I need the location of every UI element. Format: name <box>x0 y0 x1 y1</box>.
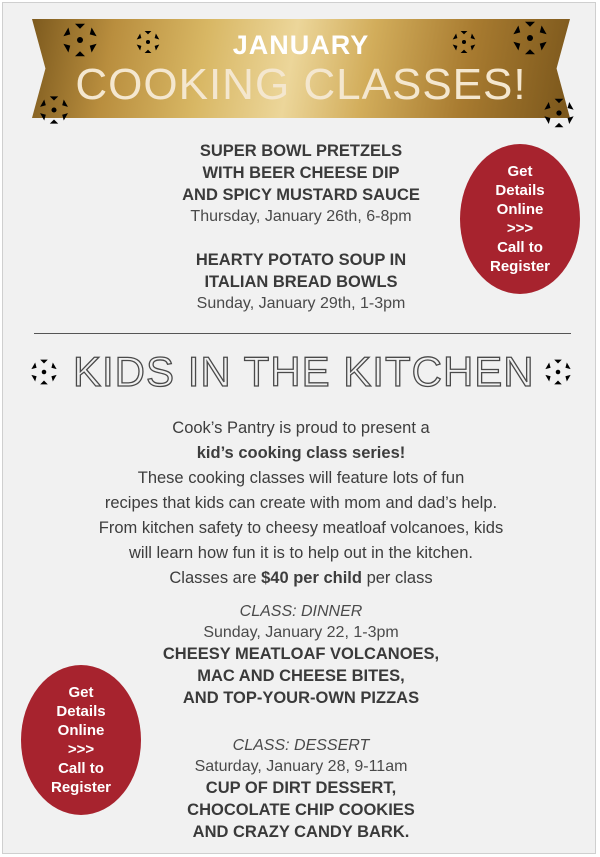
badge-line: Call to <box>497 239 543 256</box>
class-title-line: WITH BEER CHEESE DIP <box>202 164 400 182</box>
price-prefix: Classes are <box>169 569 262 587</box>
badge-line: Call to <box>58 760 104 777</box>
class-listing-pretzels <box>143 140 459 227</box>
badge-line: Details <box>495 182 545 199</box>
class-title-line: SUPER BOWL PRETZELS <box>199 142 403 160</box>
section-date: Saturday, January 28, 9-11am <box>194 758 408 775</box>
badge-line: Get <box>507 163 533 180</box>
section-divider <box>34 333 571 334</box>
section-item: CHEESY MEATLOAF VOLCANOES, <box>162 645 440 663</box>
price-suffix: per class <box>361 569 433 587</box>
class-date: Sunday, January 29th, 1-3pm <box>196 295 406 312</box>
intro-line: will learn how fun it is to help out in the kitchen. <box>129 544 473 562</box>
section-item: CHOCOLATE CHIP COOKIES <box>187 801 415 819</box>
intro-line: recipes that kids can create with mom and dad’s help. <box>104 494 498 512</box>
class-dinner <box>113 601 489 709</box>
section-date: Sunday, January 22, 1-3pm <box>203 624 399 641</box>
banner-title: JANUARY <box>232 30 370 60</box>
section-item: AND CRAZY CANDY BARK. <box>192 823 410 841</box>
register-badge-bottom[interactable] <box>21 665 141 815</box>
price: $40 per child <box>261 569 362 587</box>
kids-heading: KIDS IN THE KITCHEN <box>73 348 535 395</box>
intro-line: Cook’s Pantry is proud to present a <box>172 419 430 437</box>
badge-line: Details <box>56 703 106 720</box>
badge-line: Register <box>489 258 551 275</box>
badge-line: Online <box>496 201 544 218</box>
snowflake-icon <box>539 353 577 391</box>
class-title-line: AND SPICY MUSTARD SAUCE <box>182 186 420 204</box>
intro-line: These cooking classes will feature lots of fun <box>137 469 465 487</box>
snowflake-icon <box>25 353 63 391</box>
banner-subtitle: COOKING CLASSES! <box>75 60 527 109</box>
intro-line-highlight: kid’s cooking class series! <box>196 444 406 462</box>
kids-intro <box>23 416 579 591</box>
badge-line: >>> <box>67 741 95 758</box>
section-label: CLASS: DESSERT <box>232 737 370 754</box>
register-badge-top[interactable] <box>460 144 580 294</box>
badge-line: Get <box>68 684 94 701</box>
class-title-line: ITALIAN BREAD BOWLS <box>204 273 398 291</box>
badge-line: Online <box>57 722 105 739</box>
class-dessert <box>113 735 489 843</box>
badge-line: >>> <box>506 220 534 237</box>
class-listing-potato-soup <box>143 249 459 314</box>
badge-line: Register <box>50 779 112 796</box>
intro-line: From kitchen safety to cheesy meatloaf volcanoes, kids <box>98 519 504 537</box>
section-item: MAC AND CHEESE BITES, <box>197 667 405 685</box>
class-date: Thursday, January 26th, 6-8pm <box>190 208 412 225</box>
flyer <box>2 2 596 854</box>
class-title-line: HEARTY POTATO SOUP IN <box>195 251 407 269</box>
price-line <box>23 566 579 591</box>
section-item: CUP OF DIRT DESSERT, <box>205 779 397 797</box>
section-label: CLASS: DINNER <box>239 603 363 620</box>
section-item: AND TOP-YOUR-OWN PIZZAS <box>182 689 420 707</box>
